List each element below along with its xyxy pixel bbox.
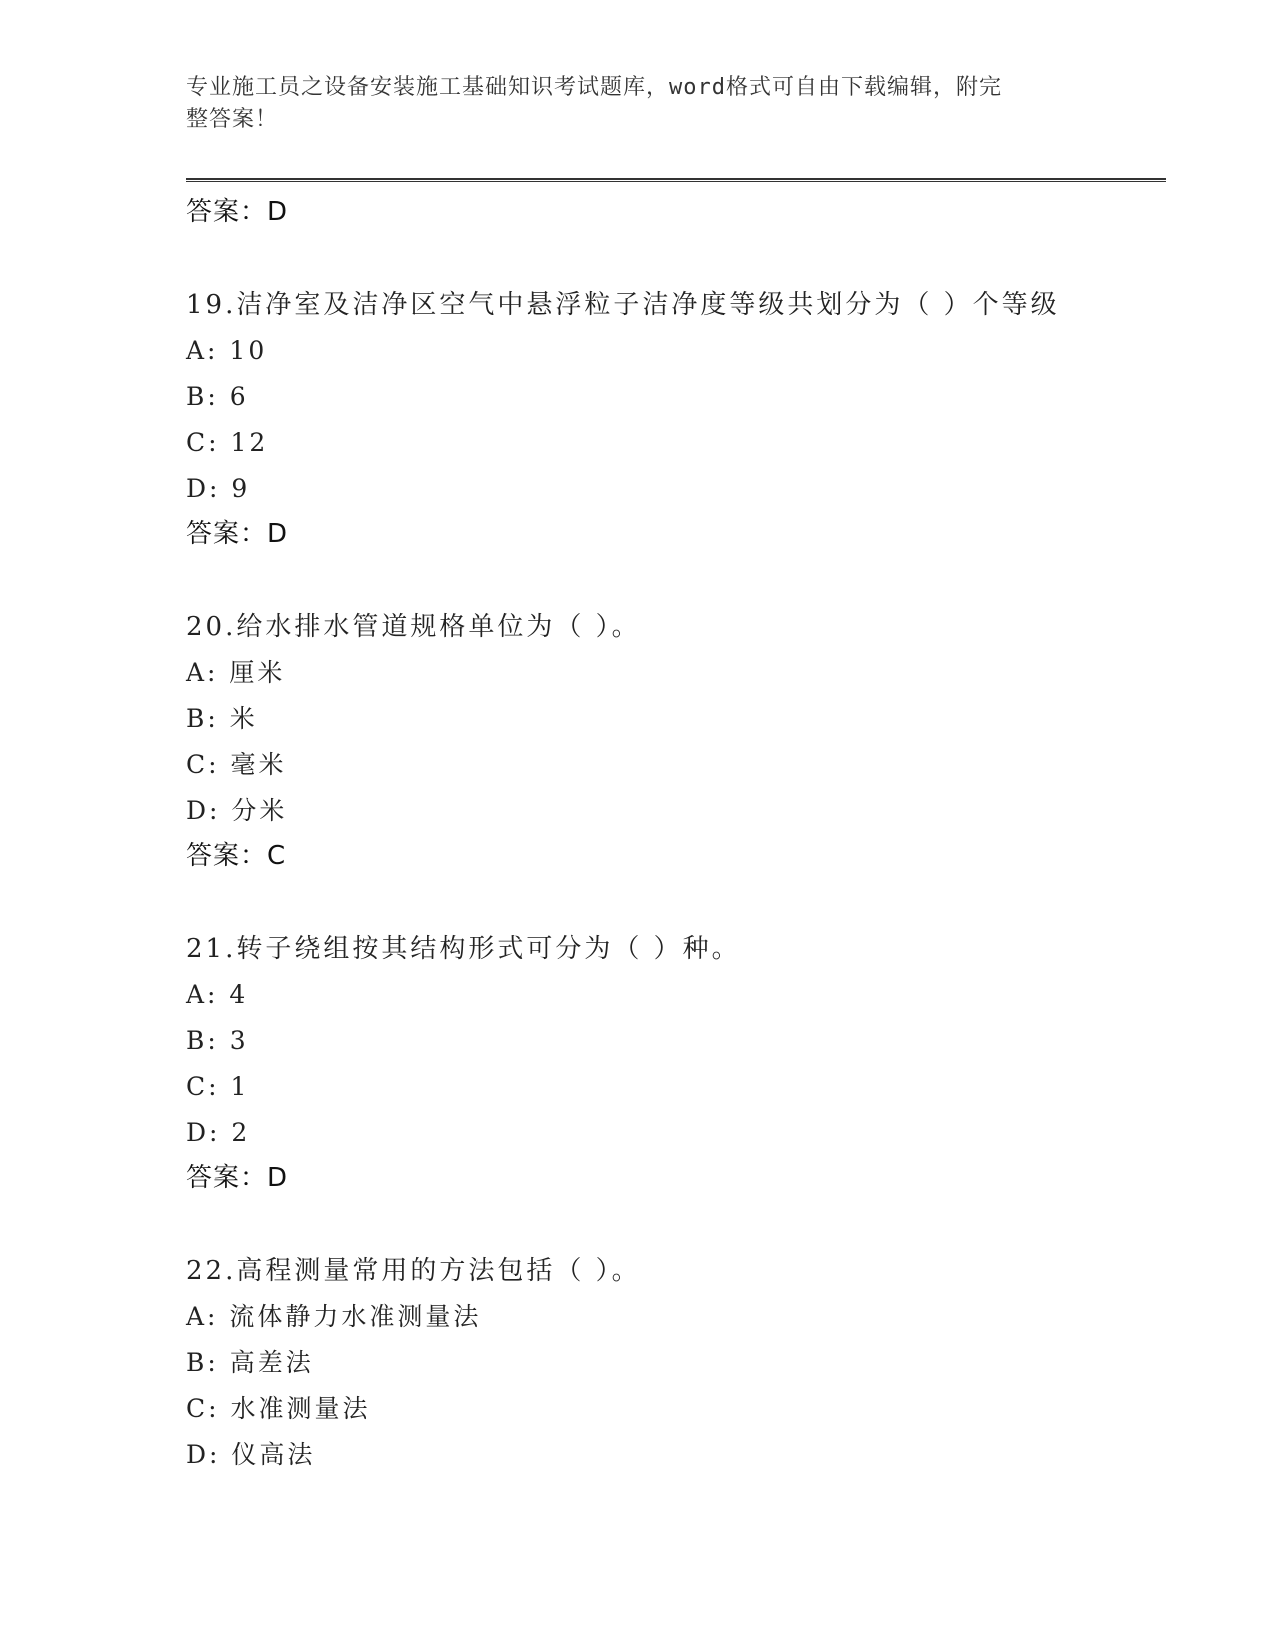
question-title: 19.洁净室及洁净区空气中悬浮粒子洁净度等级共划分为（ ）个等级: [186, 290, 1060, 320]
option-a: A: 流体静力水准测量法: [186, 1302, 482, 1331]
answer: 答案：D: [186, 1163, 289, 1193]
option-a: A: 4: [186, 980, 249, 1009]
question-19: [186, 282, 1166, 556]
option-c: C: 12: [186, 428, 269, 457]
question-22: [186, 1248, 1166, 1478]
option-a: A: 10: [186, 336, 268, 365]
option-d: D: 2: [186, 1118, 251, 1147]
header-line-2: 整答案！: [186, 107, 279, 132]
option-b: B: 高差法: [186, 1348, 314, 1377]
option-c: C: 毫米: [186, 750, 287, 779]
question-title: 22.高程测量常用的方法包括（ ）。: [186, 1256, 641, 1286]
question-list: [186, 190, 1166, 1478]
option-d: D: 仪高法: [186, 1440, 316, 1469]
option-a: A: 厘米: [186, 658, 286, 687]
option-d: D: 9: [186, 474, 251, 503]
document-header: [186, 72, 1086, 136]
option-b: B: 米: [186, 704, 258, 733]
option-c: C: 水准测量法: [186, 1394, 371, 1423]
option-b: B: 3: [186, 1026, 249, 1055]
answer: 答案：C: [186, 841, 287, 871]
answer-18: 答案：D: [186, 197, 289, 227]
option-c: C: 1: [186, 1072, 250, 1101]
header-line-1: 专业施工员之设备安装施工基础知识考试题库，word格式可自由下载编辑，附完: [186, 75, 1002, 100]
question-21: [186, 926, 1166, 1200]
question-title: 21.转子绕组按其结构形式可分为（ ）种。: [186, 934, 741, 964]
option-b: B: 6: [186, 382, 249, 411]
header-divider: [186, 178, 1166, 182]
question-title: 20.给水排水管道规格单位为（ ）。: [186, 612, 641, 642]
question-20: [186, 604, 1166, 878]
answer: 答案：D: [186, 519, 289, 549]
option-d: D: 分米: [186, 796, 288, 825]
